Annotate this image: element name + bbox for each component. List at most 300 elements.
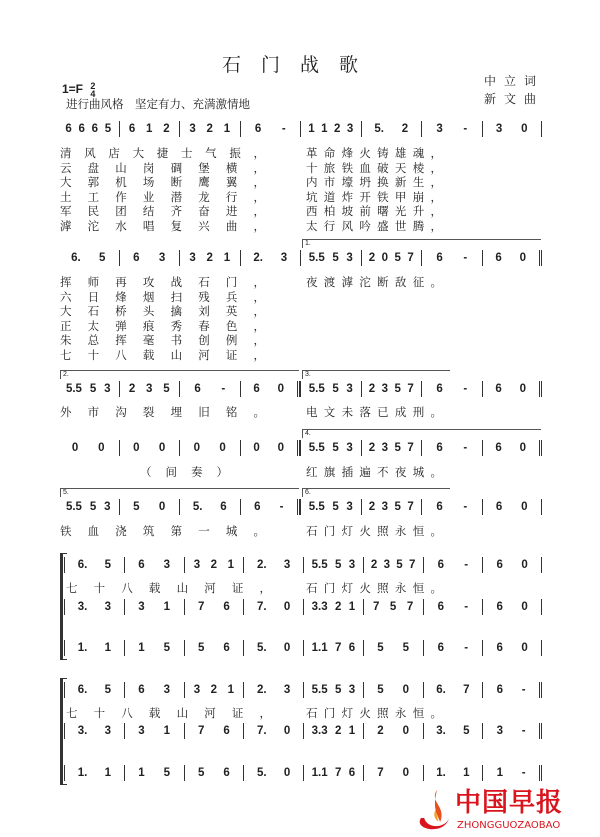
note: 7 xyxy=(334,767,342,779)
lyric-char: 曲 xyxy=(225,219,238,233)
note: 6 xyxy=(78,123,85,135)
lyric-char: 门 xyxy=(323,581,336,595)
note: 7 xyxy=(334,642,342,654)
lyric-char: ， xyxy=(253,204,265,219)
note: 5 xyxy=(389,601,397,613)
measure xyxy=(243,640,303,656)
lyric-char: 电 xyxy=(306,405,318,419)
notation-row xyxy=(64,723,542,739)
note: 1 xyxy=(223,252,231,264)
measure xyxy=(361,440,422,456)
lyric-char: 刘 xyxy=(198,304,210,319)
lyric-char: 破 xyxy=(377,160,389,175)
lyric-char: 铁 xyxy=(341,160,354,175)
lyric-char: ， xyxy=(253,219,265,233)
note: 3 xyxy=(348,684,356,696)
lyric-char: 挥 xyxy=(60,275,72,289)
lyric-char: 十 xyxy=(87,348,100,362)
notation-row xyxy=(58,250,542,266)
note: 0 xyxy=(521,642,528,654)
measure xyxy=(240,381,301,397)
measure xyxy=(124,557,184,573)
lyric-line-right xyxy=(306,465,442,480)
lyric-char: 血 xyxy=(87,524,100,538)
note: 3 xyxy=(163,684,171,696)
lyric-char: 例 xyxy=(225,333,238,348)
measure xyxy=(300,440,361,456)
lyric-line-left xyxy=(60,219,265,234)
note: 7 xyxy=(463,684,470,696)
lyric-char: 桥 xyxy=(115,304,127,319)
notation-row xyxy=(64,557,542,573)
lyric-char: 坡 xyxy=(341,204,354,219)
note: 6 xyxy=(495,252,502,264)
lyric-char: 裂 xyxy=(142,405,155,419)
notation-row xyxy=(64,599,542,615)
note: 5.5 xyxy=(308,501,325,513)
note: 1 xyxy=(138,767,145,779)
lyric-char: 。 xyxy=(253,524,265,538)
lyric-char: 永 xyxy=(394,581,407,595)
lyric-char: 大 xyxy=(60,175,72,190)
note: - xyxy=(279,501,284,513)
note: 2 xyxy=(206,252,213,264)
lyric-char: 石 xyxy=(306,581,318,595)
lyric-char: 旅 xyxy=(323,160,336,175)
lyric-char: 正 xyxy=(60,318,72,333)
note: 3 xyxy=(138,725,145,737)
lyric-char: 柏 xyxy=(323,204,336,219)
lyric-char: ， xyxy=(253,189,265,204)
lyric-char: 第 xyxy=(170,524,183,538)
lyric-char: 火 xyxy=(359,581,371,595)
note: 5. xyxy=(256,642,267,654)
lyric-char: 断 xyxy=(377,275,389,289)
measure xyxy=(184,640,244,656)
note: 0 xyxy=(219,442,226,454)
lyric-char: 。 xyxy=(430,581,442,595)
lyric-char: 载 xyxy=(148,581,161,595)
lyric-char: ， xyxy=(430,146,442,160)
note: 5. xyxy=(192,501,203,513)
notation-row xyxy=(58,381,542,397)
lyric-char: 兵 xyxy=(225,289,238,304)
measure xyxy=(58,440,119,456)
lyric-line-left xyxy=(60,348,265,363)
measure xyxy=(421,121,482,137)
volta-bracket: 2. xyxy=(60,370,299,379)
measure xyxy=(184,682,244,698)
lyric-char: 门 xyxy=(323,706,336,720)
lyric-char: 创 xyxy=(198,333,210,348)
lyric-char: 坑 xyxy=(306,189,318,204)
lyric-char: 大 xyxy=(132,146,145,160)
lyric-line-left xyxy=(66,706,271,721)
lyric-char: 工 xyxy=(87,189,100,204)
lyric-char: 滹 xyxy=(60,219,72,233)
note: 3 xyxy=(381,501,389,513)
lyric-line-left xyxy=(60,524,265,539)
measure xyxy=(300,121,361,137)
measure xyxy=(363,557,423,573)
note: 2 xyxy=(368,383,376,395)
note: 6. xyxy=(71,252,81,264)
measure xyxy=(300,499,361,515)
measure xyxy=(119,121,180,137)
measure xyxy=(58,250,119,266)
lyric-char: 灯 xyxy=(341,706,354,720)
notation-row xyxy=(58,121,542,137)
lyric-char: 石 xyxy=(87,304,100,319)
note: 3 xyxy=(381,442,389,454)
note: 6 xyxy=(496,642,503,654)
note: 0 xyxy=(521,601,528,613)
measure xyxy=(423,682,483,698)
note: 0 xyxy=(283,642,291,654)
note: - xyxy=(521,767,526,779)
note: 1 xyxy=(308,123,315,135)
note: 6 xyxy=(128,123,136,135)
measure xyxy=(363,640,423,656)
note: 6 xyxy=(496,684,504,696)
note: - xyxy=(281,123,286,135)
measure xyxy=(184,599,244,615)
lyric-char: 遍 xyxy=(359,465,371,479)
volta-bracket: 1. xyxy=(302,239,541,248)
note: 6 xyxy=(220,501,227,513)
lyric-line-right xyxy=(306,275,442,290)
notation-row xyxy=(64,682,542,698)
lyric-char: 春 xyxy=(198,318,210,333)
note: 0 xyxy=(402,767,410,779)
lyric-line-right xyxy=(306,524,442,539)
lyric-char: 色 xyxy=(225,318,238,333)
lyric-line-right xyxy=(306,706,442,721)
volta-bracket: 5. xyxy=(60,488,299,497)
note: 1 xyxy=(223,123,231,135)
lyric-char: 石 xyxy=(306,524,318,538)
measure xyxy=(303,723,363,739)
lyric-char: 照 xyxy=(377,706,389,720)
lyric-char: 证 xyxy=(231,581,244,595)
measure xyxy=(64,557,124,573)
lyric-char: ， xyxy=(253,160,265,175)
measure xyxy=(179,440,240,456)
measure xyxy=(423,723,483,739)
lyric-char: 碉 xyxy=(170,160,183,175)
lyric-char: 奋 xyxy=(198,204,210,219)
measure xyxy=(243,599,303,615)
note: 0 xyxy=(283,601,291,613)
note: 5 xyxy=(463,725,470,737)
lyric-char: 未 xyxy=(341,405,354,419)
note: 1 xyxy=(163,725,171,737)
measure xyxy=(240,440,301,456)
system-brace xyxy=(60,678,67,785)
note: - xyxy=(464,642,469,654)
lyric-char: 恒 xyxy=(412,706,425,720)
lyric-char: 道 xyxy=(323,189,336,204)
lyric-char: 火 xyxy=(359,524,371,538)
lyric-line-right xyxy=(306,581,442,596)
note: 3.3 xyxy=(311,725,328,737)
interlude-label: （间奏） xyxy=(140,465,242,479)
lyric-char: 岗 xyxy=(142,160,155,175)
measure xyxy=(482,381,543,397)
note: 7 xyxy=(408,559,416,571)
song-title: 石门战歌 xyxy=(221,54,378,76)
note: 1 xyxy=(104,642,112,654)
lyric-char: 埋 xyxy=(170,405,183,419)
lyric-char: 浇 xyxy=(115,524,127,538)
lyric-char: 恒 xyxy=(412,524,425,538)
measure xyxy=(361,499,422,515)
note: 5 xyxy=(377,684,384,696)
system-brace xyxy=(60,553,67,660)
lyric-char: 沱 xyxy=(87,219,100,233)
note: 0 xyxy=(519,442,527,454)
lyric-char: 棱 xyxy=(412,160,425,175)
lyric-char: 民 xyxy=(87,204,100,219)
lyric-line-left xyxy=(60,319,265,334)
lyric-char: 城 xyxy=(412,465,425,479)
lyric-char: 文 xyxy=(323,405,336,419)
lyric-char: 齐 xyxy=(170,204,183,219)
lyric-char: 石 xyxy=(198,275,210,289)
note: 1 xyxy=(348,601,356,613)
measure xyxy=(58,121,119,137)
measure xyxy=(482,250,543,266)
lyric-char: 河 xyxy=(204,581,216,595)
measure xyxy=(300,381,361,397)
lyric-char: 沱 xyxy=(359,275,371,289)
lyric-char: 征 xyxy=(412,275,425,289)
note: 5.5 xyxy=(308,252,325,264)
lyric-char: 山 xyxy=(176,706,189,720)
lyric-char: 风 xyxy=(84,146,96,160)
note: 5 xyxy=(334,684,342,696)
measure xyxy=(58,381,119,397)
lyric-char: ， xyxy=(253,333,265,348)
lyric-char: 龙 xyxy=(198,189,210,204)
lyric-char: 河 xyxy=(198,348,210,362)
lyric-char: 筑 xyxy=(142,524,155,538)
note: 1.1 xyxy=(311,642,328,654)
note: 1.1 xyxy=(311,767,328,779)
note: 3 xyxy=(193,684,201,696)
note: 5 xyxy=(104,684,112,696)
note: 0 xyxy=(521,501,528,513)
measure xyxy=(361,381,422,397)
lyric-char: 军 xyxy=(60,204,72,219)
lyric-char: 永 xyxy=(394,706,407,720)
lyric-char: 敌 xyxy=(394,275,407,289)
lyric-char: 魂 xyxy=(412,146,425,160)
lyric-char: 捷 xyxy=(156,146,169,160)
lyricist: 中立词 xyxy=(484,74,545,88)
lyric-char: 红 xyxy=(306,465,318,479)
lyric-line-left xyxy=(66,581,271,596)
note: 3 xyxy=(138,601,145,613)
lyric-char: ， xyxy=(259,581,271,595)
lyric-line-right xyxy=(306,175,442,190)
lyric-char: 盛 xyxy=(377,219,389,233)
lyric-char: ， xyxy=(430,204,442,219)
lyric-char: 作 xyxy=(115,189,127,204)
lyric-char: 十 xyxy=(93,581,106,595)
measure xyxy=(119,381,180,397)
lyric-line-right xyxy=(306,219,442,234)
note: 7 xyxy=(406,601,414,613)
lyric-line-left xyxy=(60,190,265,205)
composer: 新文曲 xyxy=(484,92,545,106)
notation-row xyxy=(64,765,542,781)
lyric-char: 照 xyxy=(377,581,389,595)
note: 5 xyxy=(197,642,205,654)
lyric-char: 生 xyxy=(412,175,425,190)
note: 0 xyxy=(133,442,140,454)
note: 1. xyxy=(77,642,88,654)
measure xyxy=(184,557,244,573)
lyric-char: 鹰 xyxy=(198,175,210,190)
lyric-char: 壕 xyxy=(341,175,354,190)
measure xyxy=(179,499,240,515)
note: 2 xyxy=(206,123,213,135)
lyric-char: 堡 xyxy=(198,160,210,175)
note: 5 xyxy=(332,501,339,513)
lyric-char: 外 xyxy=(60,405,72,419)
note: 5 xyxy=(89,501,97,513)
note: 1 xyxy=(227,559,234,571)
lyric-char: 渡 xyxy=(323,275,336,289)
note: 3 xyxy=(283,559,291,571)
lyric-char: 再 xyxy=(115,275,127,289)
note: 5 xyxy=(377,642,384,654)
lyric-char: 进 xyxy=(225,204,238,219)
note: 5 xyxy=(394,383,401,395)
measure xyxy=(243,723,303,739)
measure xyxy=(303,640,363,656)
note: 2 xyxy=(128,383,136,395)
note: 3. xyxy=(77,601,88,613)
measure xyxy=(361,121,422,137)
measure xyxy=(363,682,423,698)
lyric-char: 雄 xyxy=(394,146,407,160)
note: 6 xyxy=(254,501,261,513)
measure xyxy=(64,765,124,781)
lyric-char: 烽 xyxy=(341,146,354,160)
measure xyxy=(124,599,184,615)
lyric-char: 坍 xyxy=(359,175,371,190)
lyric-char: 夜 xyxy=(306,275,318,289)
lyric-char: ， xyxy=(430,219,442,233)
lyric-char: 十 xyxy=(93,706,106,720)
notation-row xyxy=(64,640,542,656)
watermark-subtitle: ZHONGGUOZAOBAO xyxy=(457,820,561,831)
lyric-char: 头 xyxy=(142,304,155,319)
lyric-char: 擒 xyxy=(170,304,183,319)
measure xyxy=(423,765,483,781)
note: 6. xyxy=(77,684,88,696)
lyric-char: 恒 xyxy=(412,581,425,595)
measure xyxy=(421,440,482,456)
note: 5 xyxy=(332,442,339,454)
measure xyxy=(179,381,240,397)
note: 6 xyxy=(495,501,503,513)
lyric-char: 革 xyxy=(306,146,318,160)
note: 5.5 xyxy=(308,383,325,395)
measure xyxy=(243,682,303,698)
note: 6 xyxy=(223,601,230,613)
note: 0 xyxy=(521,559,528,571)
measure xyxy=(363,599,423,615)
notation-row xyxy=(58,499,542,515)
note: 7 xyxy=(377,767,384,779)
measure xyxy=(124,640,184,656)
note: 1 xyxy=(146,123,153,135)
note: 2. xyxy=(256,684,267,696)
note: 0 xyxy=(277,442,285,454)
lyric-line-right xyxy=(306,190,442,205)
note: 1 xyxy=(227,684,234,696)
note: 1 xyxy=(163,601,171,613)
note: 5 xyxy=(394,501,401,513)
measure xyxy=(363,723,423,739)
note: 5 xyxy=(98,252,106,264)
note: 0 xyxy=(71,442,79,454)
note: 7 xyxy=(407,442,414,454)
lyric-char: 石 xyxy=(306,706,318,720)
note: 2 xyxy=(333,123,341,135)
lyric-char: 夜 xyxy=(394,465,407,479)
lyric-char: 七 xyxy=(66,581,78,595)
measure xyxy=(184,723,244,739)
note: 3 xyxy=(381,383,389,395)
note: - xyxy=(521,725,526,737)
lyric-char: 市 xyxy=(87,405,100,419)
note: 3 xyxy=(283,684,291,696)
note: 5. xyxy=(256,767,267,779)
note: 3 xyxy=(280,252,288,264)
lyric-line-left xyxy=(60,161,265,176)
note: 6 xyxy=(254,123,262,135)
measure xyxy=(64,640,124,656)
note: 1 xyxy=(348,725,356,737)
lyric-char: 烟 xyxy=(142,289,155,304)
volta-bracket: 4. xyxy=(302,429,541,438)
lyric-char: 不 xyxy=(377,465,389,479)
note: 0 xyxy=(158,501,166,513)
note: - xyxy=(464,601,469,613)
note: 5. xyxy=(374,123,384,135)
measure xyxy=(300,250,361,266)
lyric-char: 挥 xyxy=(115,333,127,348)
note: 2 xyxy=(377,725,384,737)
lyric-char: 店 xyxy=(108,146,120,160)
lyric-char: 铁 xyxy=(60,524,72,538)
lyric-char: ， xyxy=(253,304,265,319)
note: 1. xyxy=(436,767,446,779)
lyric-char: 清 xyxy=(60,146,72,160)
note: 0 xyxy=(158,442,166,454)
measure xyxy=(482,440,543,456)
lyric-char: 河 xyxy=(204,706,216,720)
lyric-char: 刑 xyxy=(412,405,425,419)
measure xyxy=(124,682,184,698)
lyric-char: 书 xyxy=(170,333,183,348)
note: 0 xyxy=(253,442,260,454)
note: 6 xyxy=(65,123,72,135)
